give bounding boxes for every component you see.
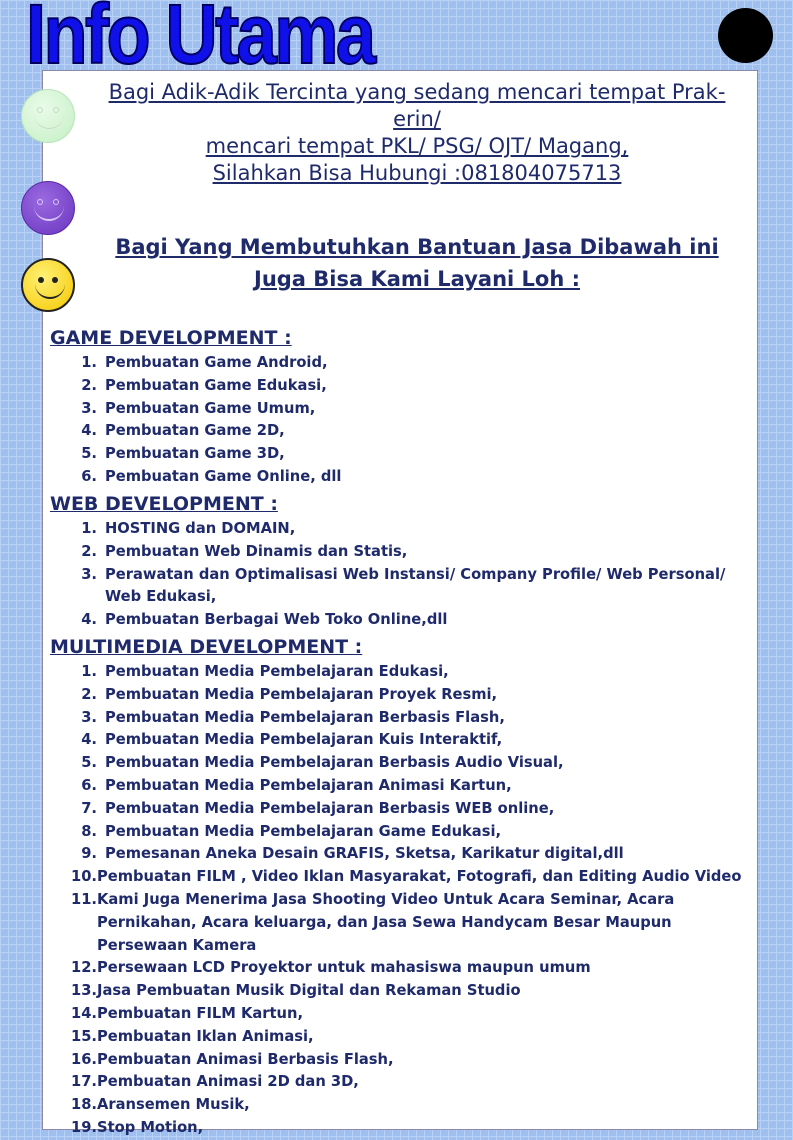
list-item: 7. Pembuatan Media Pembelajaran Berbasis WEB online, <box>81 799 555 817</box>
list-item: 16. Pembuatan Animasi Berbasis Flash, <box>70 1050 394 1068</box>
list-item: 2. Pembuatan Media Pembelajaran Proyek Resmi, <box>81 685 498 703</box>
section-title-multimedia: MULTIMEDIA DEVELOPMENT : <box>50 636 363 658</box>
intro-line-4: Bagi Yang Membutuhkan Bantuan Jasa Dibawah ini <box>115 235 719 259</box>
list-item: 18. Aransemen Musik, <box>70 1096 250 1114</box>
list-item: 4. Pembuatan Berbagai Web Toko Online,dll <box>81 611 448 629</box>
list-item: 10. Pembuatan FILM , Video Iklan Masyarakat, Fotografi, dan Editing Audio Video <box>70 868 742 886</box>
list-item: 5. Pembuatan Game 3D, <box>81 445 285 463</box>
list-item: 6. Pembuatan Media Pembelajaran Animasi Kartun, <box>81 776 512 794</box>
list-item: 5. Pembuatan Media Pembelajaran Berbasis Audio Visual, <box>81 754 564 772</box>
black-circle-decoration <box>718 8 773 63</box>
green-smiley-icon <box>21 89 75 143</box>
list-item: 15. Pembuatan Iklan Animasi, <box>70 1027 314 1045</box>
list-item: 12. Persewaan LCD Proyektor untuk mahasiswa maupun umum <box>70 959 591 977</box>
section-title-web: WEB DEVELOPMENT : <box>50 493 278 515</box>
intro-line-5: Juga Bisa Kami Layani Loh : <box>254 267 580 291</box>
list-item: 14. Pembuatan FILM Kartun, <box>70 1004 304 1022</box>
list-item: 1. HOSTING dan DOMAIN, <box>81 520 296 537</box>
list-item: 17. Pembuatan Animasi 2D dan 3D, <box>70 1073 359 1091</box>
list-item: 1. Pembuatan Game Android, <box>81 354 328 371</box>
section-title-game: GAME DEVELOPMENT : <box>50 327 292 349</box>
purple-smiley-icon <box>21 181 75 235</box>
list-item: 9. Pemesanan Aneka Desain GRAFIS, Sketsa, Karikatur digital,dll <box>81 845 624 863</box>
list-item: 3. Perawatan dan Optimalisasi Web Instansi/ Company Profile/ Web Personal/ Web Edukasi, <box>81 565 726 606</box>
intro-block <box>92 79 742 187</box>
game-service-list <box>58 352 748 489</box>
list-item: 1. Pembuatan Media Pembelajaran Edukasi, <box>81 663 449 680</box>
list-item: 4. Pembuatan Media Pembelajaran Kuis Interaktif, <box>81 731 503 749</box>
list-item: 11. Kami Juga Menerima Jasa Shooting Video Untuk Acara Seminar, Acara Pernikahan, Acara keluarga, dan Jasa Sewa Handycam Besar Maupun Persewaan Kamera <box>70 890 675 954</box>
intro-services-block <box>92 231 742 295</box>
list-item: 19. Stop Motion, <box>70 1118 204 1136</box>
list-item: 3. Pembuatan Game Umum, <box>81 399 316 417</box>
multimedia-service-list <box>58 661 748 1140</box>
list-item: 2. Pembuatan Web Dinamis dan Statis, <box>81 542 408 560</box>
list-item: 6. Pembuatan Game Online, dll <box>81 467 342 485</box>
list-item: 8. Pembuatan Media Pembelajaran Game Edukasi, <box>81 822 502 840</box>
web-service-list <box>58 518 748 632</box>
intro-line-1: Bagi Adik-Adik Tercinta yang sedang mencari tempat Prak-erin/ <box>108 80 726 131</box>
list-item: 13. Jasa Pembuatan Musik Digital dan Rekaman Studio <box>70 982 521 1000</box>
list-item: 3. Pembuatan Media Pembelajaran Berbasis Flash, <box>81 708 505 726</box>
list-item: 2. Pembuatan Game Edukasi, <box>81 376 327 394</box>
intro-phone-line: Silahkan Bisa Hubungi :081804075713 <box>212 161 622 185</box>
intro-line-2: mencari tempat PKL/ PSG/ OJT/ Magang, <box>205 134 629 158</box>
headline-title: Info Utama <box>26 0 374 81</box>
list-item: 4. Pembuatan Game 2D, <box>81 422 285 440</box>
yellow-smiley-icon <box>21 258 75 312</box>
